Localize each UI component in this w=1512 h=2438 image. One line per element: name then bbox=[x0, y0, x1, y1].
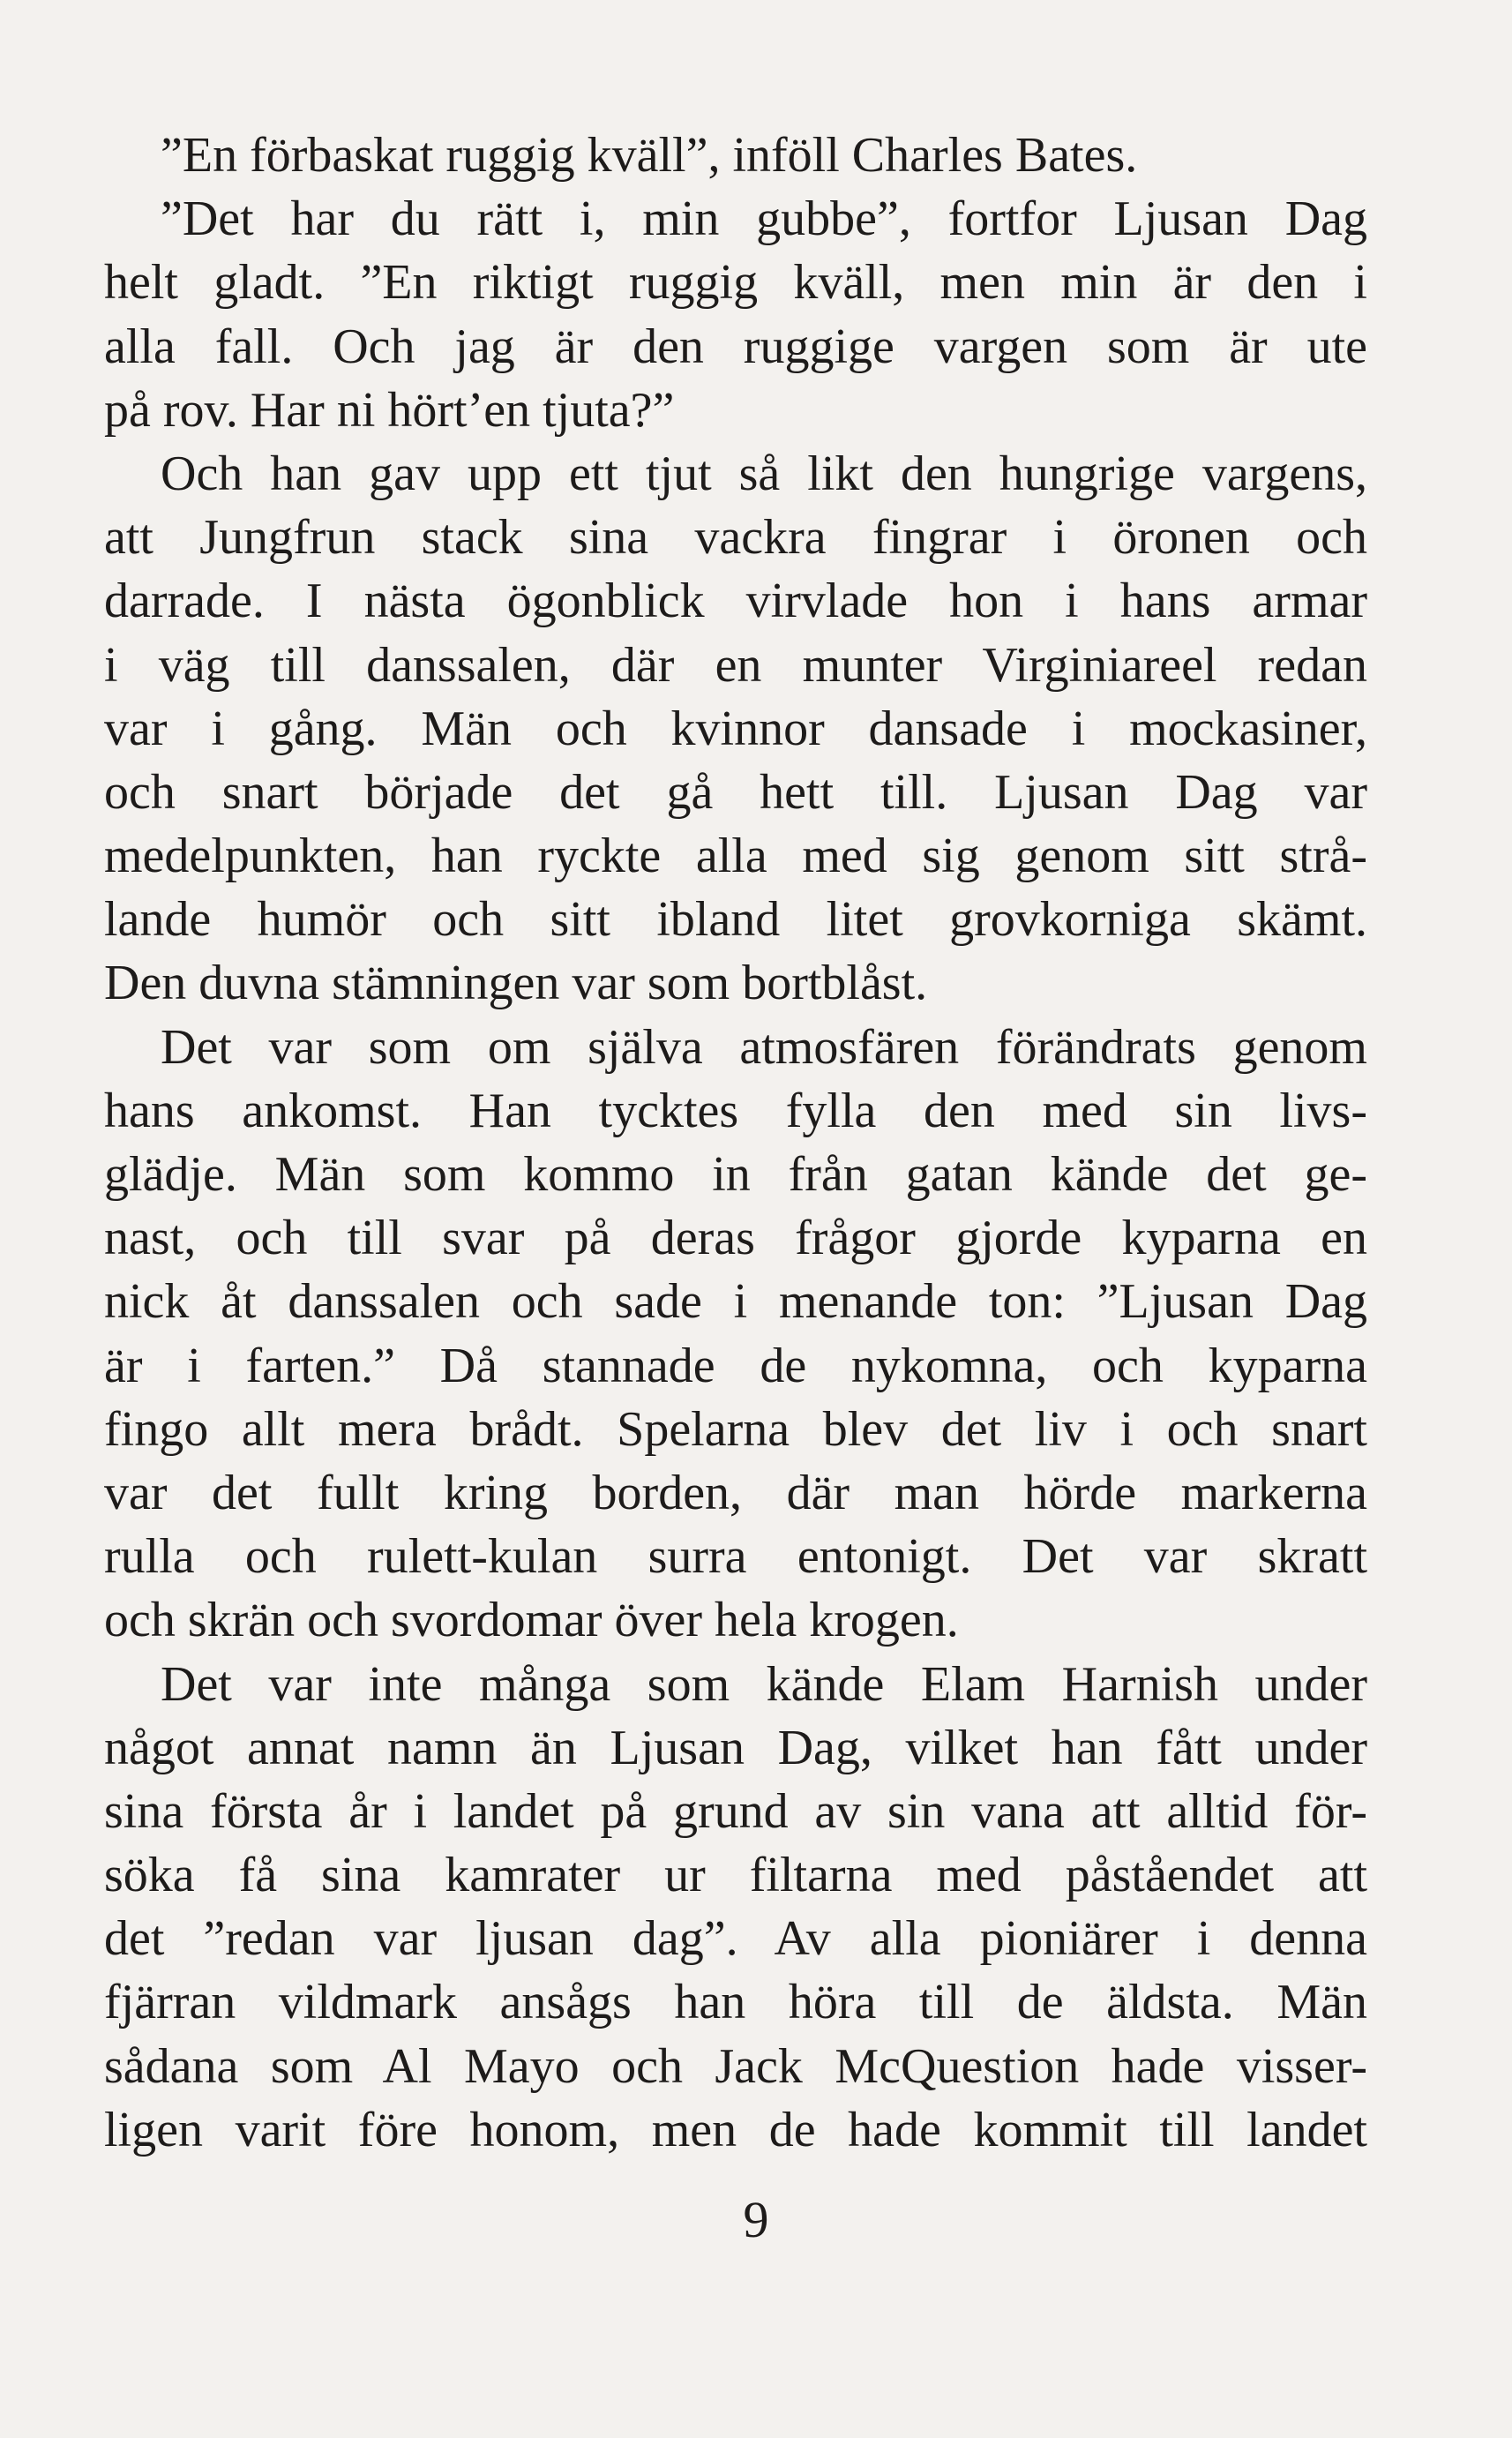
text-line-24: och skrän och svordomar över hela krogen. bbox=[104, 1593, 959, 1648]
text-line-23: rulla och rulett-kulan surra entonigt. Det var skratt bbox=[104, 1529, 1367, 1585]
text-line-11: och snart började det gå hett till. Ljusan Dag var bbox=[104, 764, 1367, 820]
text-line-15: Det var som om själva atmosfären förändrats genom bbox=[161, 1019, 1367, 1075]
text-line-31: sådana som Al Mayo och Jack McQuestion hade visser- bbox=[104, 2038, 1367, 2094]
text-line-13: lande humör och sitt ibland litet grovkorniga skämt. bbox=[104, 892, 1367, 948]
text-line-8: darrade. I nästa ögonblick virvlade hon i hans armar bbox=[104, 574, 1367, 629]
text-line-27: sina första år i landet på grund av sin vana att alltid för- bbox=[104, 1783, 1367, 1839]
text-line-26: något annat namn än Ljusan Dag, vilket han fått under bbox=[104, 1720, 1367, 1775]
text-line-20: är i farten.” Då stannade de nykomna, och kyparna bbox=[104, 1338, 1367, 1393]
text-line-1: ”En förbaskat ruggig kväll”, inföll Charles Bates. bbox=[161, 128, 1138, 183]
text-line-3: helt gladt. ”En riktigt ruggig kväll, men min är den i bbox=[104, 255, 1367, 311]
text-line-2: ”Det har du rätt i, min gubbe”, fortfor Ljusan Dag bbox=[161, 191, 1367, 247]
text-line-4: alla fall. Och jag är den ruggige vargen som är ute bbox=[104, 319, 1367, 374]
text-line-10: var i gång. Män och kvinnor dansade i mockasiner, bbox=[104, 701, 1367, 756]
text-line-7: att Jungfrun stack sina vackra fingrar i öronen och bbox=[104, 510, 1367, 566]
text-line-29: det ”redan var ljusan dag”. Av alla pioniärer i denna bbox=[104, 1911, 1367, 1967]
text-line-22: var det fullt kring borden, där man hörde markerna bbox=[104, 1465, 1367, 1520]
text-line-21: fingo allt mera brådt. Spelarna blev det liv i och snart bbox=[104, 1401, 1367, 1457]
text-line-5: på rov. Har ni hört’en tjuta?” bbox=[104, 382, 675, 438]
text-line-16: hans ankomst. Han tycktes fylla den med sin livs- bbox=[104, 1083, 1367, 1138]
text-line-18: nast, och till svar på deras frågor gjorde kyparna en bbox=[104, 1211, 1367, 1266]
text-line-30: fjärran vildmark ansågs han höra till de äldsta. Män bbox=[104, 1975, 1367, 2030]
text-line-6: Och han gav upp ett tjut så likt den hungrige vargens, bbox=[161, 446, 1367, 501]
text-line-19: nick åt danssalen och sade i menande ton: ”Ljusan Dag bbox=[104, 1274, 1367, 1330]
page-number: 9 bbox=[743, 2191, 769, 2248]
text-line-32: ligen varit före honom, men de hade kommit till landet bbox=[104, 2102, 1367, 2157]
text-line-12: medelpunkten, han ryckte alla med sig genom sitt strå- bbox=[104, 829, 1367, 884]
text-line-14: Den duvna stämningen var som bortblåst. bbox=[104, 956, 928, 1011]
text-line-9: i väg till danssalen, där en munter Virginiareel redan bbox=[104, 637, 1367, 693]
body-text bbox=[104, 124, 1367, 2162]
text-line-25: Det var inte många som kände Elam Harnish under bbox=[161, 1656, 1367, 1712]
text-line-28: söka få sina kamrater ur filtarna med påståendet att bbox=[104, 1848, 1367, 1903]
text-line-17: glädje. Män som kommo in från gatan kände det ge- bbox=[104, 1147, 1367, 1202]
